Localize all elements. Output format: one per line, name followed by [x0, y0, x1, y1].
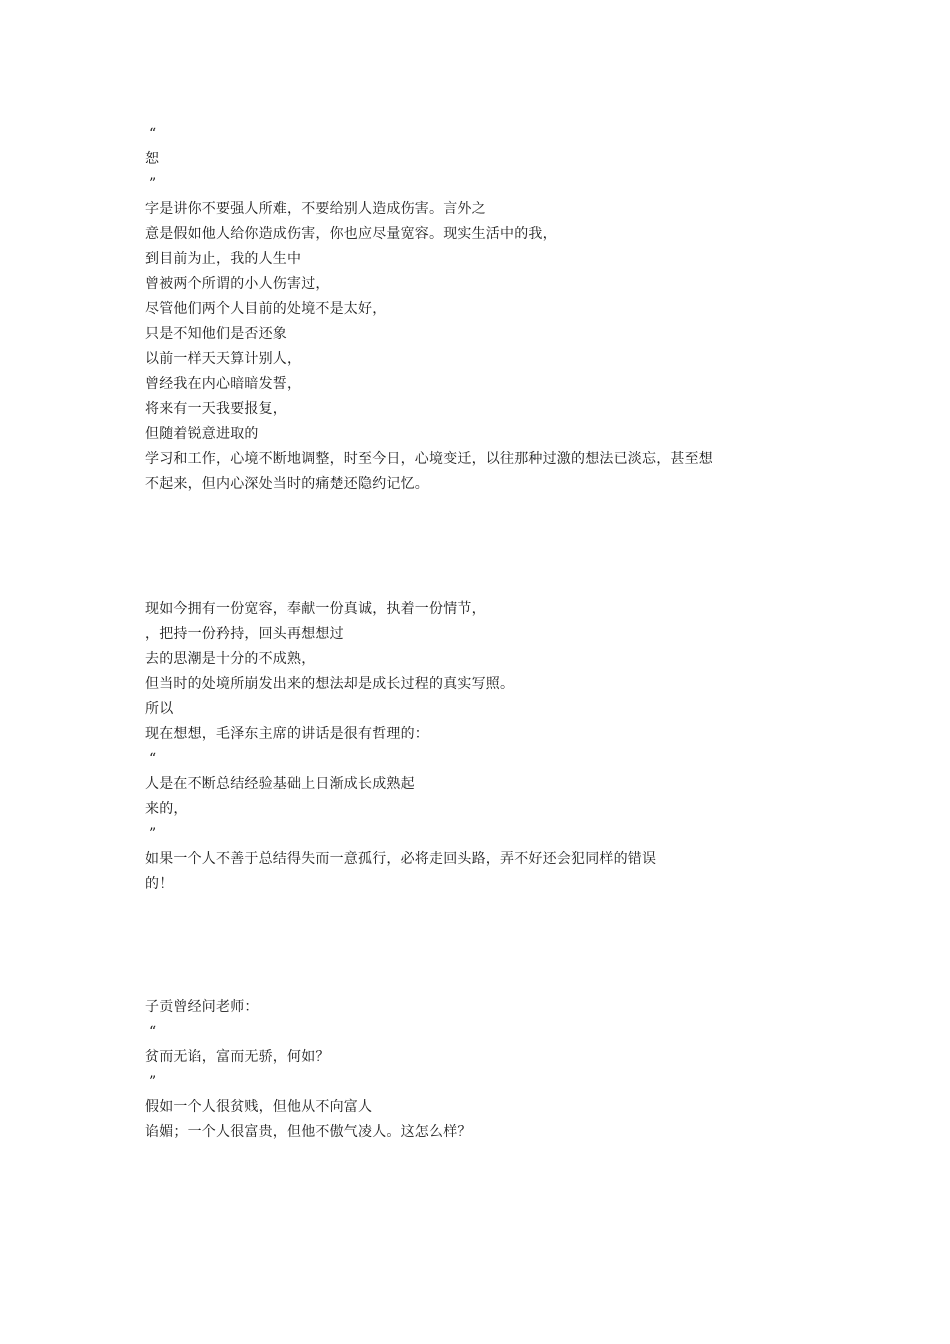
- quote-mark: ”: [149, 1074, 157, 1090]
- text-line: 只是不知他们是否还象: [145, 326, 287, 342]
- text-line: 子贡曾经问老师：: [145, 999, 259, 1015]
- text-line: 将来有一天我要报复，: [145, 401, 287, 417]
- text-line: 曾经我在内心暗暗发誓，: [145, 376, 302, 392]
- text-line: 如果一个人不善于总结得失而一意孤行，必将走回头路，弄不好还会犯同样的错误: [145, 851, 657, 867]
- paragraph-forgiveness: [145, 122, 825, 497]
- text-line: 来的，: [145, 801, 188, 817]
- text-line: 谄媚；一个人很富贵，但他不傲气凌人。这怎么样？: [145, 1124, 472, 1140]
- paragraph-zigong: [145, 995, 825, 1145]
- text-line: 但当时的处境所崩发出来的想法却是成长过程的真实写照。: [145, 676, 515, 692]
- quote-mark: ”: [149, 176, 157, 192]
- text-line: 意是假如他人给你造成伤害，你也应尽量宽容。现实生活中的我，: [145, 226, 557, 242]
- text-line: 现在想想，毛泽东主席的讲话是很有哲理的：: [145, 726, 429, 742]
- text-line: 去的思潮是十分的不成熟，: [145, 651, 316, 667]
- text-line: 贫而无谄，富而无骄，何如？: [145, 1049, 330, 1065]
- quote-mark: “: [149, 751, 157, 767]
- text-line: ，把持一份矜持，回头再想想过: [145, 626, 344, 642]
- text-line: 曾被两个所谓的小人伤害过，: [145, 276, 330, 292]
- text-line: 恕: [145, 151, 160, 167]
- text-line: 但随着锐意进取的: [145, 426, 259, 442]
- text-line: 尽管他们两个人目前的处境不是太好，: [145, 301, 387, 317]
- quote-mark: “: [149, 126, 157, 142]
- text-line: 人是在不断总结经验基础上日渐成长成熟起: [145, 776, 415, 792]
- text-line: 现如今拥有一份宽容，奉献一份真诚，执着一份情节，: [145, 601, 486, 617]
- text-line: 所以: [145, 701, 174, 717]
- text-line: 假如一个人很贫贱，但他从不向富人: [145, 1099, 373, 1115]
- text-line: 到目前为止，我的人生中: [145, 251, 302, 267]
- text-line: 不起来，但内心深处当时的痛楚还隐约记忆。: [145, 476, 429, 492]
- text-line: 字是讲你不要强人所难，不要给别人造成伤害。言外之: [145, 201, 486, 217]
- quote-mark: ”: [149, 826, 157, 842]
- text-line: 的！: [145, 876, 174, 892]
- text-line: 以前一样天天算计别人，: [145, 351, 302, 367]
- text-line: 学习和工作，心境不断地调整，时至今日，心境变迁，以往那种过激的想法已淡忘，甚至想: [145, 451, 713, 467]
- paragraph-reflection: [145, 597, 825, 897]
- quote-mark: “: [149, 1024, 157, 1040]
